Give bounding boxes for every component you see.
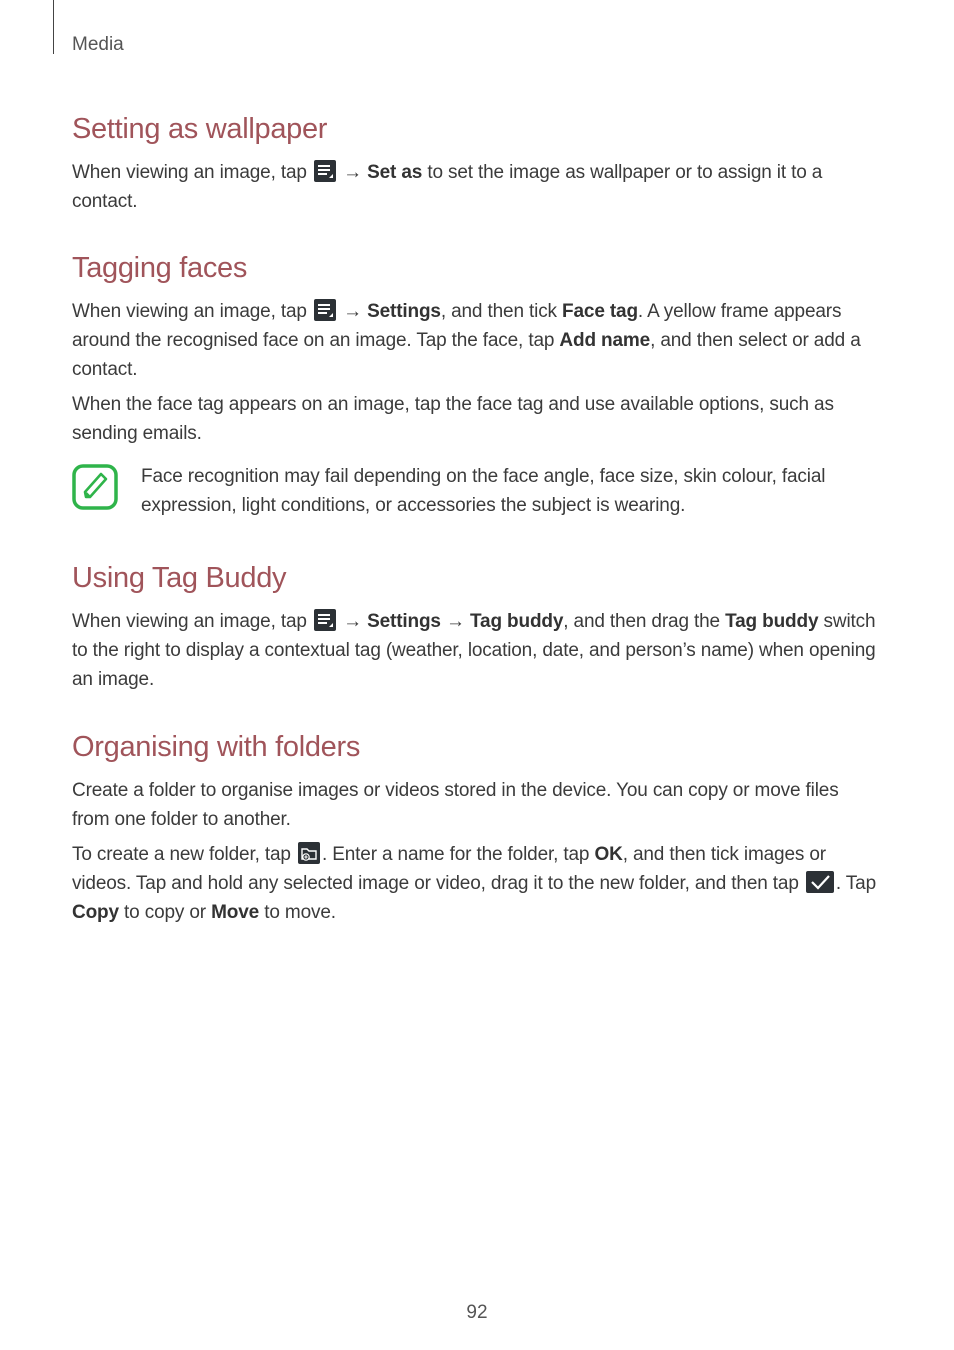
paragraph: When viewing an image, tap → Settings, and then tick Face tag. A yellow frame appears around the recognised face on an image. Tap the face, tap Add name, and then select or add a contact. [72,301,861,380]
section-tagging-faces [72,251,878,448]
section-wallpaper [72,112,878,216]
menu-icon [314,160,336,182]
check-icon [806,871,834,893]
paragraph: When the face tag appears on an image, tap the face tag and use available options, such as sending emails. [72,394,834,444]
section-title: Setting as wallpaper [72,113,328,145]
note-icon [72,464,118,510]
page-number: 92 [466,1302,488,1323]
paragraph: When viewing an image, tap → Set as to set the image as wallpaper or to assign it to a contact. [72,162,823,212]
section-tag-buddy [72,561,878,694]
new-folder-icon [298,842,320,864]
section-title: Tagging faces [72,252,248,284]
menu-icon [314,299,336,321]
running-head: Media [72,34,124,55]
section-title: Using Tag Buddy [72,562,287,594]
note-text: Face recognition may fail depending on the face angle, face size, skin colour, facial expression, light conditions, or accessories the subject is wearing. [141,466,826,516]
menu-icon [314,609,336,631]
paragraph: To create a new folder, tap . Enter a name for the folder, tap OK, and then tick images or videos. Tap and hold any selected image or video, drag it to the new folder, and then tap . Tap Copy to copy or Move to move. [72,844,876,923]
section-title: Organising with folders [72,731,361,763]
section-folders [72,730,878,927]
paragraph: When viewing an image, tap → Settings → Tag buddy, and then drag the Tag buddy switch to the right to display a contextual tag (weather, location, date, and person’s name) when opening an image. [72,611,876,690]
paragraph: Create a folder to organise images or videos stored in the device. You can copy or move files from one folder to another. [72,780,839,830]
margin-rule [53,0,54,54]
